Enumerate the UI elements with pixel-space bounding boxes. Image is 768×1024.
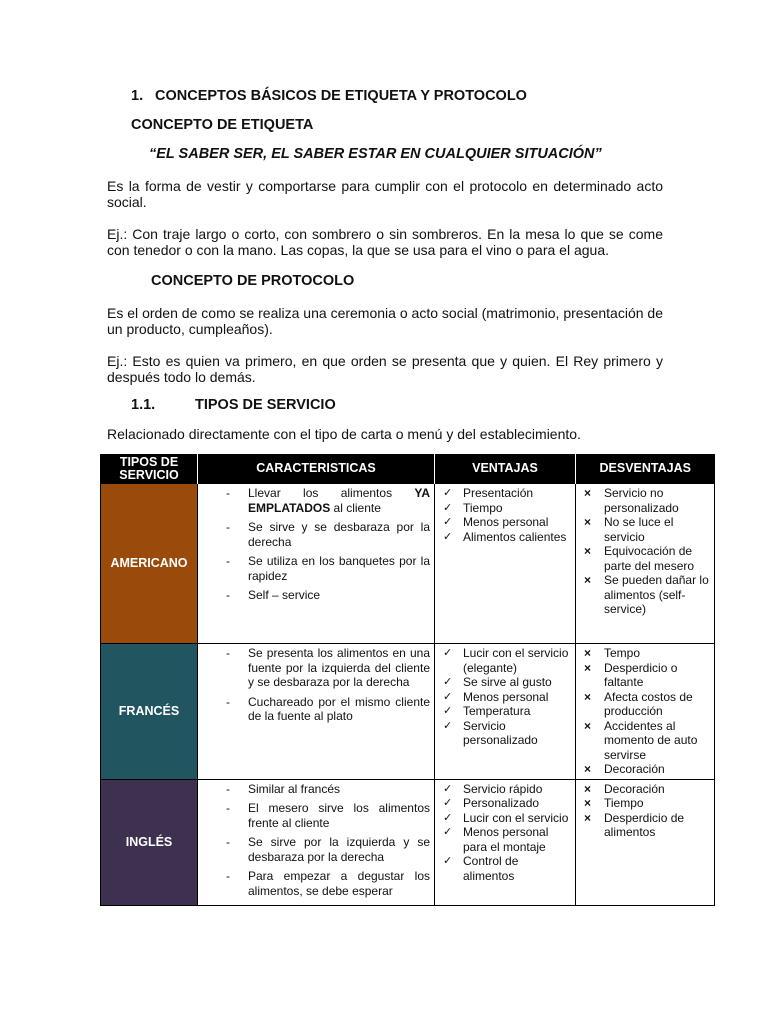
list-item: - Llevar los alimentos YA EMPLATADOS al cliente — [202, 486, 430, 515]
table-row-americano — [101, 484, 715, 644]
etiqueta-definition: Es la forma de vestir y comportarse para cumplir con el protocolo en determinado acto social. — [107, 178, 663, 210]
header-ventajas: VENTAJAS — [435, 454, 576, 484]
type-cell-frances: FRANCÉS — [101, 644, 198, 780]
list-item: - Similar al francés — [202, 782, 430, 797]
subsection-number: 1.1. — [131, 397, 156, 413]
section-heading — [131, 88, 527, 104]
list-item: ✓ Control de alimentos — [439, 854, 571, 883]
list-item: × Decoración — [580, 782, 710, 797]
protocolo-definition: Es el orden de como se realiza una ceremonia o acto social (matrimonio, presentación de un producto, cumpleaños). — [107, 305, 663, 337]
list-item: - Se utiliza en los banquetes por la rapidez — [202, 554, 430, 583]
list-item: × Accidentes al momento de auto servirse — [580, 719, 710, 763]
disadvantages-cell — [576, 484, 715, 644]
features-cell — [198, 644, 435, 780]
subsection-heading — [131, 397, 336, 413]
etiqueta-example: Ej.: Con traje largo o corto, con sombrero o sin sombreros. En la mesa lo que se come con tenedor o con la mano. Las copas, la que se usa para el vino o para el agua. — [107, 226, 663, 258]
list-item: ✓ Personalizado — [439, 796, 571, 811]
list-item: × Servicio no personalizado — [580, 486, 710, 515]
list-item: ✓ Temperatura — [439, 704, 571, 719]
list-item: ✓ Menos personal — [439, 515, 571, 530]
list-item: - El mesero sirve los alimentos frente al cliente — [202, 801, 430, 830]
list-item: ✓ Tiempo — [439, 501, 571, 516]
features-cell — [198, 779, 435, 906]
subsection-title: TIPOS DE SERVICIO — [195, 397, 336, 413]
table-row-ingles — [101, 779, 715, 906]
table-header-row — [101, 454, 715, 484]
list-item: ✓ Lucir con el servicio (elegante) — [439, 646, 571, 675]
list-item: ✓ Lucir con el servicio — [439, 811, 571, 826]
list-item: × Tiempo — [580, 796, 710, 811]
table-row-frances — [101, 644, 715, 780]
etiqueta-quote: “EL SABER SER, EL SABER ESTAR EN CUALQUIER SITUACIÓN” — [149, 146, 602, 162]
service-types-table — [100, 454, 715, 906]
type-cell-americano: AMERICANO — [101, 484, 198, 644]
header-tipos: TIPOS DE SERVICIO — [101, 454, 198, 484]
list-item: × Tempo — [580, 646, 710, 661]
section-title: CONCEPTOS BÁSICOS DE ETIQUETA Y PROTOCOLO — [155, 88, 527, 104]
list-item: × Equivocación de parte del mesero — [580, 544, 710, 573]
advantages-cell — [435, 779, 576, 906]
list-item: ✓ Menos personal para el montaje — [439, 825, 571, 854]
disadvantages-cell — [576, 779, 715, 906]
list-item: - Cuchareado por el mismo cliente de la fuente al plato — [202, 695, 430, 724]
emphasis-text: YA EMPLATADOS — [248, 486, 430, 515]
protocolo-heading: CONCEPTO DE PROTOCOLO — [151, 273, 355, 289]
advantages-cell — [435, 644, 576, 780]
header-caracteristicas: CARACTERISTICAS — [198, 454, 435, 484]
section-number: 1. — [131, 88, 144, 104]
list-item: ✓ Se sirve al gusto — [439, 675, 571, 690]
list-item: ✓ Presentación — [439, 486, 571, 501]
advantages-cell — [435, 484, 576, 644]
list-item: × Desperdicio de alimentos — [580, 811, 710, 840]
subsection-intro: Relacionado directamente con el tipo de carta o menú y del establecimiento. — [107, 426, 581, 442]
header-desventajas: DESVENTAJAS — [576, 454, 715, 484]
list-item: × Desperdicio o faltante — [580, 661, 710, 690]
type-cell-ingles: INGLÉS — [101, 779, 198, 906]
disadvantages-cell — [576, 644, 715, 780]
protocolo-example: Ej.: Esto es quien va primero, en que orden se presenta que y quien. El Rey primero y después todo lo demás. — [107, 353, 663, 385]
list-item: × Se pueden dañar lo alimentos (self-service) — [580, 573, 710, 617]
list-item: - Se sirve y se desbaraza por la derecha — [202, 520, 430, 549]
features-cell — [198, 484, 435, 644]
list-item: × Afecta costos de producción — [580, 690, 710, 719]
list-item: ✓ Menos personal — [439, 690, 571, 705]
list-item: ✓ Alimentos calientes — [439, 530, 571, 545]
list-item: - Se sirve por la izquierda y se desbaraza por la derecha — [202, 835, 430, 864]
list-item: - Se presenta los alimentos en una fuente por la izquierda del cliente y se desbaraza por la derecha — [202, 646, 430, 690]
list-item: ✓ Servicio personalizado — [439, 719, 571, 748]
list-item: - Para empezar a degustar los alimentos, se debe esperar — [202, 869, 430, 898]
list-item: ✓ Servicio rápido — [439, 782, 571, 797]
etiqueta-heading: CONCEPTO DE ETIQUETA — [131, 117, 314, 133]
list-item: × Decoración — [580, 762, 710, 777]
list-item: - Self – service — [202, 588, 430, 603]
list-item: × No se luce el servicio — [580, 515, 710, 544]
